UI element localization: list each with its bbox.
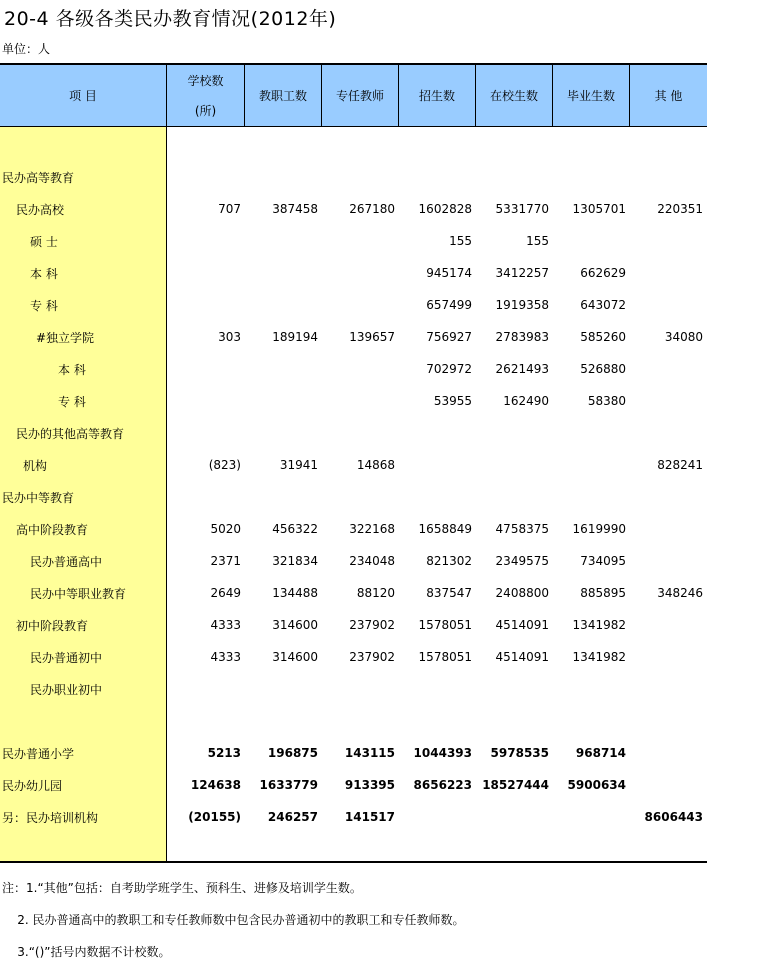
column-header: [553, 65, 630, 126]
table-cell: 885895: [580, 586, 626, 600]
table-cell: 155: [526, 234, 549, 248]
row-label: 初中阶段教育: [16, 618, 89, 633]
table-cell: 662629: [580, 266, 626, 280]
table-cell: 2349575: [495, 554, 549, 568]
column-header-label: 学校数: [187, 73, 224, 88]
row-label: 民办的其他高等教育: [16, 426, 125, 441]
row-label: 本 科: [30, 266, 58, 281]
footnotes: [2, 878, 465, 974]
table-row: [0, 481, 707, 513]
table-cell: 5978535: [490, 746, 549, 760]
table-cell: 314600: [272, 618, 318, 632]
table-cell: (823): [208, 458, 241, 472]
table-row: [0, 161, 707, 193]
table-row: [0, 737, 707, 769]
row-label: 民办高校: [16, 202, 65, 217]
table-cell: 734095: [580, 554, 626, 568]
column-header-label: 其 他: [654, 88, 683, 103]
table-row: [0, 641, 707, 673]
table-cell: 34080: [664, 330, 703, 344]
table-row: [0, 321, 707, 353]
table-cell: 4758375: [495, 522, 549, 536]
table-cell: 8656223: [413, 778, 472, 792]
table-cell: 4333: [210, 618, 241, 632]
table-row: [0, 577, 707, 609]
table-row: [0, 513, 707, 545]
table-cell: 702972: [426, 362, 472, 376]
table-row: [0, 385, 707, 417]
table-cell: 1578051: [418, 650, 472, 664]
table-row: [0, 257, 707, 289]
row-label: 硕 士: [30, 234, 58, 249]
table-cell: 155: [449, 234, 472, 248]
column-header-label: 专任教师: [335, 88, 384, 103]
column-header: [245, 65, 322, 126]
table-cell: 756927: [426, 330, 472, 344]
table-cell: 643072: [580, 298, 626, 312]
table-row: [0, 225, 707, 257]
table-cell: 1658849: [418, 522, 472, 536]
row-label: 机构: [23, 458, 48, 473]
table-cell: 2408800: [495, 586, 549, 600]
table-cell: 58380: [587, 394, 626, 408]
table-row: [0, 609, 707, 641]
table-cell: 3412257: [495, 266, 549, 280]
table-cell: 189194: [272, 330, 318, 344]
table-row: [0, 673, 707, 705]
column-header-label: 在校生数: [489, 88, 538, 103]
table-cell: 14868: [356, 458, 395, 472]
column-header-label: 毕业生数: [566, 88, 615, 103]
table-row: [0, 193, 707, 225]
table-cell: 314600: [272, 650, 318, 664]
table-cell: 196875: [267, 746, 318, 760]
table-cell: 303: [218, 330, 241, 344]
column-header: [0, 65, 167, 126]
table-cell: 1602828: [418, 202, 472, 216]
row-label: 民办幼儿园: [2, 778, 63, 793]
row-label: #独立学院: [36, 330, 95, 345]
table-cell: 913395: [344, 778, 395, 792]
table-cell: 5213: [207, 746, 241, 760]
column-header: [322, 65, 399, 126]
column-header-unit: (所): [194, 103, 217, 118]
table-cell: 526880: [580, 362, 626, 376]
table-cell: 2371: [210, 554, 241, 568]
column-header: [630, 65, 707, 126]
table-cell: 267180: [349, 202, 395, 216]
table-cell: 387458: [272, 202, 318, 216]
table-row: [0, 417, 707, 449]
statistics-table: [0, 63, 707, 863]
table-cell: 2783983: [495, 330, 549, 344]
table-cell: 237902: [349, 650, 395, 664]
row-label: 另：民办培训机构: [2, 810, 99, 825]
row-label: 民办中等教育: [2, 490, 75, 505]
table-cell: 8606443: [644, 810, 703, 824]
table-cell: 821302: [426, 554, 472, 568]
table-cell: 5900634: [567, 778, 626, 792]
footnote: 3.“()”括号内数据不计校数。: [2, 945, 171, 959]
column-header-label: 项 目: [69, 88, 97, 103]
table-cell: 4514091: [495, 618, 549, 632]
table-cell: 4514091: [495, 650, 549, 664]
table-cell: 234048: [349, 554, 395, 568]
column-header: [399, 65, 476, 126]
table-cell: 657499: [426, 298, 472, 312]
table-cell: 1578051: [418, 618, 472, 632]
row-label: 民办高等教育: [2, 170, 75, 185]
table-body: [0, 161, 707, 833]
table-cell: 139657: [349, 330, 395, 344]
table-row: [0, 289, 707, 321]
column-header: [476, 65, 553, 126]
table-cell: 237902: [349, 618, 395, 632]
footnote: 注：1.“其他”包括：自考助学班学生、预科生、进修及培训学生数。: [2, 881, 362, 895]
column-header: [167, 65, 245, 126]
table-cell: 707: [218, 202, 241, 216]
row-label: 专 科: [58, 394, 86, 409]
unit-label: 单位：人: [2, 42, 51, 56]
table-cell: 321834: [272, 554, 318, 568]
table-cell: 88120: [356, 586, 395, 600]
table-header: [0, 63, 707, 127]
table-cell: 124638: [190, 778, 241, 792]
table-cell: 968714: [575, 746, 626, 760]
row-label: 民办普通高中: [30, 554, 103, 569]
table-cell: 134488: [272, 586, 318, 600]
table-cell: 31941: [279, 458, 318, 472]
table-cell: 1341982: [572, 618, 626, 632]
table-cell: 348246: [657, 586, 703, 600]
table-row: [0, 801, 707, 833]
row-label: 民办中等职业教育: [30, 586, 127, 601]
page-title: 20-4 各级各类民办教育情况(2012年): [4, 8, 337, 30]
row-label: 民办职业初中: [30, 682, 103, 697]
table-row: [0, 353, 707, 385]
table-cell: 220351: [657, 202, 703, 216]
table-cell: 162490: [503, 394, 549, 408]
table-cell: 945174: [426, 266, 472, 280]
table-cell: 2649: [210, 586, 241, 600]
table-cell: 456322: [272, 522, 318, 536]
column-header-label: 招生数: [418, 88, 455, 103]
footnote: 2. 民办普通高中的教职工和专任教师数中包含民办普通初中的教职工和专任教师数。: [2, 913, 465, 927]
table-cell: 1341982: [572, 650, 626, 664]
table-cell: 1619990: [572, 522, 626, 536]
table-cell: 53955: [433, 394, 472, 408]
table-cell: 585260: [580, 330, 626, 344]
table-bottom-border: [0, 861, 707, 863]
table-row: [0, 705, 707, 737]
column-header-label: 教职工数: [258, 88, 307, 103]
row-label: 专 科: [30, 298, 58, 313]
table-cell: 1919358: [495, 298, 549, 312]
table-cell: 5331770: [495, 202, 549, 216]
table-row: [0, 769, 707, 801]
table-cell: 246257: [267, 810, 318, 824]
table-row: [0, 545, 707, 577]
row-label: 民办普通小学: [2, 746, 75, 761]
table-cell: 837547: [426, 586, 472, 600]
table-cell: 5020: [210, 522, 241, 536]
row-label: 高中阶段教育: [16, 522, 89, 537]
table-cell: 1044393: [413, 746, 472, 760]
table-cell: 1305701: [572, 202, 626, 216]
table-cell: 1633779: [259, 778, 318, 792]
table-cell: 143115: [344, 746, 395, 760]
table-row: [0, 449, 707, 481]
row-label: 本 科: [58, 362, 86, 377]
table-cell: 18527444: [482, 778, 549, 792]
table-cell: 828241: [657, 458, 703, 472]
table-cell: 141517: [344, 810, 395, 824]
table-cell: 4333: [210, 650, 241, 664]
table-cell: 2621493: [495, 362, 549, 376]
table-cell: 322168: [349, 522, 395, 536]
row-label: 民办普通初中: [30, 650, 103, 665]
table-cell: (20155): [188, 810, 241, 824]
